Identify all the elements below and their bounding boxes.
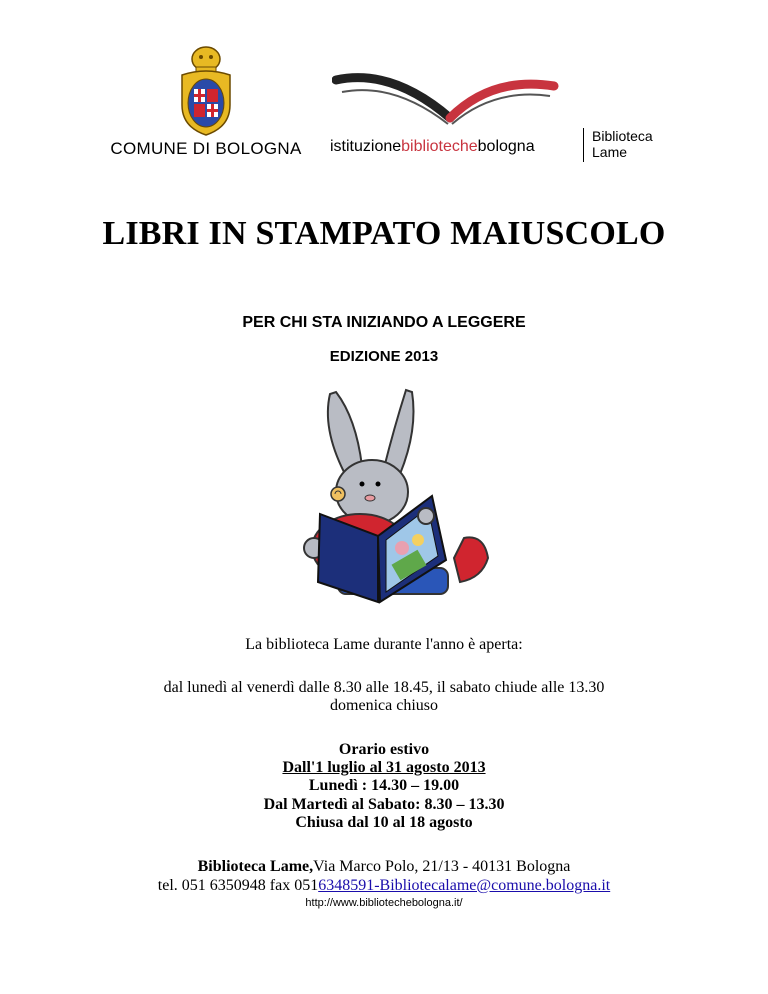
library-address	[0, 858, 768, 876]
page-title: LIBRI IN STAMPATO MAIUSCOLO	[102, 215, 666, 252]
biblioteca-tag-line2: Lame	[592, 144, 628, 160]
summer-hours-title: Orario estivo	[338, 741, 430, 758]
bologna-crest-icon	[174, 45, 238, 137]
library-street: Via Marco Polo, 21/13 - 40131 Bologna	[313, 858, 571, 875]
website-url[interactable]: http://www.bibliotechebologna.it/	[305, 897, 463, 909]
email-link[interactable]: 6348591-Bibliotecalame@comune.bologna.it	[318, 877, 611, 894]
rabbit-reading-illustration	[278, 388, 498, 608]
library-contact	[0, 877, 768, 895]
istituzione-word: istituzione	[330, 138, 402, 155]
opening-hours-weekdays: dal lunedì al venerdì dalle 8.30 alle 18.45, il sabato chiude alle 13.30	[163, 679, 605, 696]
opening-hours-sunday: domenica chiuso	[330, 697, 438, 714]
istituzione-logo	[330, 70, 560, 165]
biblioteca-lame-tag	[583, 128, 653, 162]
summer-closure: Chiusa dal 10 al 18 agosto	[295, 814, 473, 831]
subtitle: PER CHI STA INIZIANDO A LEGGERE	[242, 314, 526, 331]
open-book-icon	[332, 70, 560, 130]
biblioteche-word: biblioteche	[401, 138, 478, 155]
summer-hours-dates: Dall'1 luglio al 31 agosto 2013	[282, 759, 486, 776]
opening-intro: La biblioteca Lame durante l'anno è aperta:	[245, 636, 523, 653]
phone-fax: tel. 051 6350948 fax 051	[157, 877, 319, 894]
istituzione-label	[330, 138, 562, 156]
bologna-word: bologna	[477, 138, 535, 155]
biblioteca-tag-line1: Biblioteca	[592, 128, 653, 144]
summer-hours-monday: Lunedì : 14.30 – 19.00	[308, 777, 460, 794]
library-name: Biblioteca Lame,	[197, 858, 314, 875]
comune-label: COMUNE DI BOLOGNA	[110, 139, 302, 158]
edition-label: EDIZIONE 2013	[329, 348, 439, 365]
comune-logo	[100, 45, 312, 165]
summer-hours-weekdays: Dal Martedì al Sabato: 8.30 – 13.30	[263, 796, 505, 813]
